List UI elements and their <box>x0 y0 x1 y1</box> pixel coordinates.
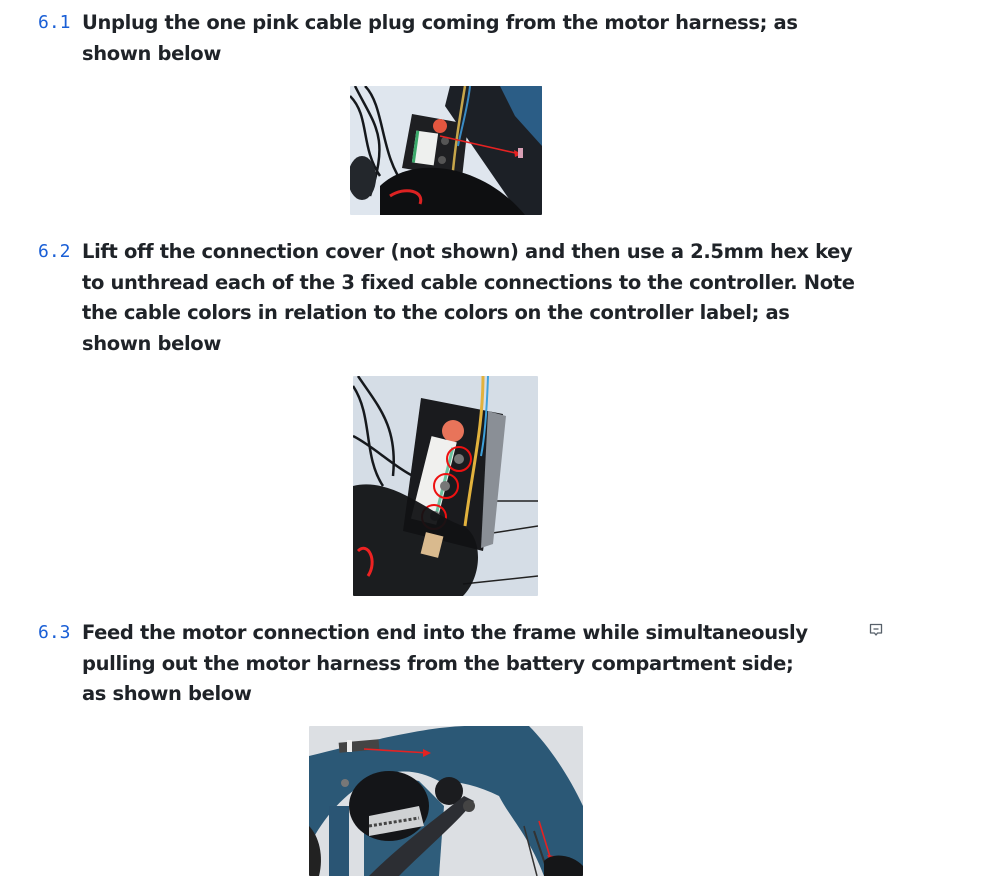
photo-frame-harness-routing-icon <box>309 726 583 876</box>
photo-controller-three-bolts-icon <box>353 376 538 596</box>
step-heading <box>38 8 868 69</box>
step-image-frame-harness-routing <box>309 726 583 876</box>
step-6-3 <box>38 618 868 710</box>
step-image-controller-three-bolts <box>353 376 538 596</box>
step-6-1 <box>38 8 868 69</box>
step-instruction: Lift off the connection cover (not shown) and then use a 2.5mm hex key to unthread each of the 3 fixed cable connections to the controller. Note the cable colors in relation to the colors on the controller label; as shown below <box>82 240 855 355</box>
step-instruction: Unplug the one pink cable plug coming from the motor harness; as shown below <box>82 11 798 65</box>
step-image-controller-pink-plug <box>350 86 542 215</box>
photo-controller-pink-plug-icon <box>350 86 542 215</box>
step-number: 6.1 <box>38 12 71 33</box>
step-number: 6.3 <box>38 622 71 643</box>
step-heading <box>38 237 868 359</box>
step-heading <box>38 618 868 710</box>
step-instruction: Feed the motor connection end into the frame while simultaneously pulling out the motor harness from the battery compartment side; as shown below <box>82 621 808 705</box>
step-6-2 <box>38 237 868 359</box>
step-number: 6.2 <box>38 241 71 262</box>
comment-icon[interactable] <box>868 622 884 638</box>
comment-bubble-icon <box>868 622 884 638</box>
